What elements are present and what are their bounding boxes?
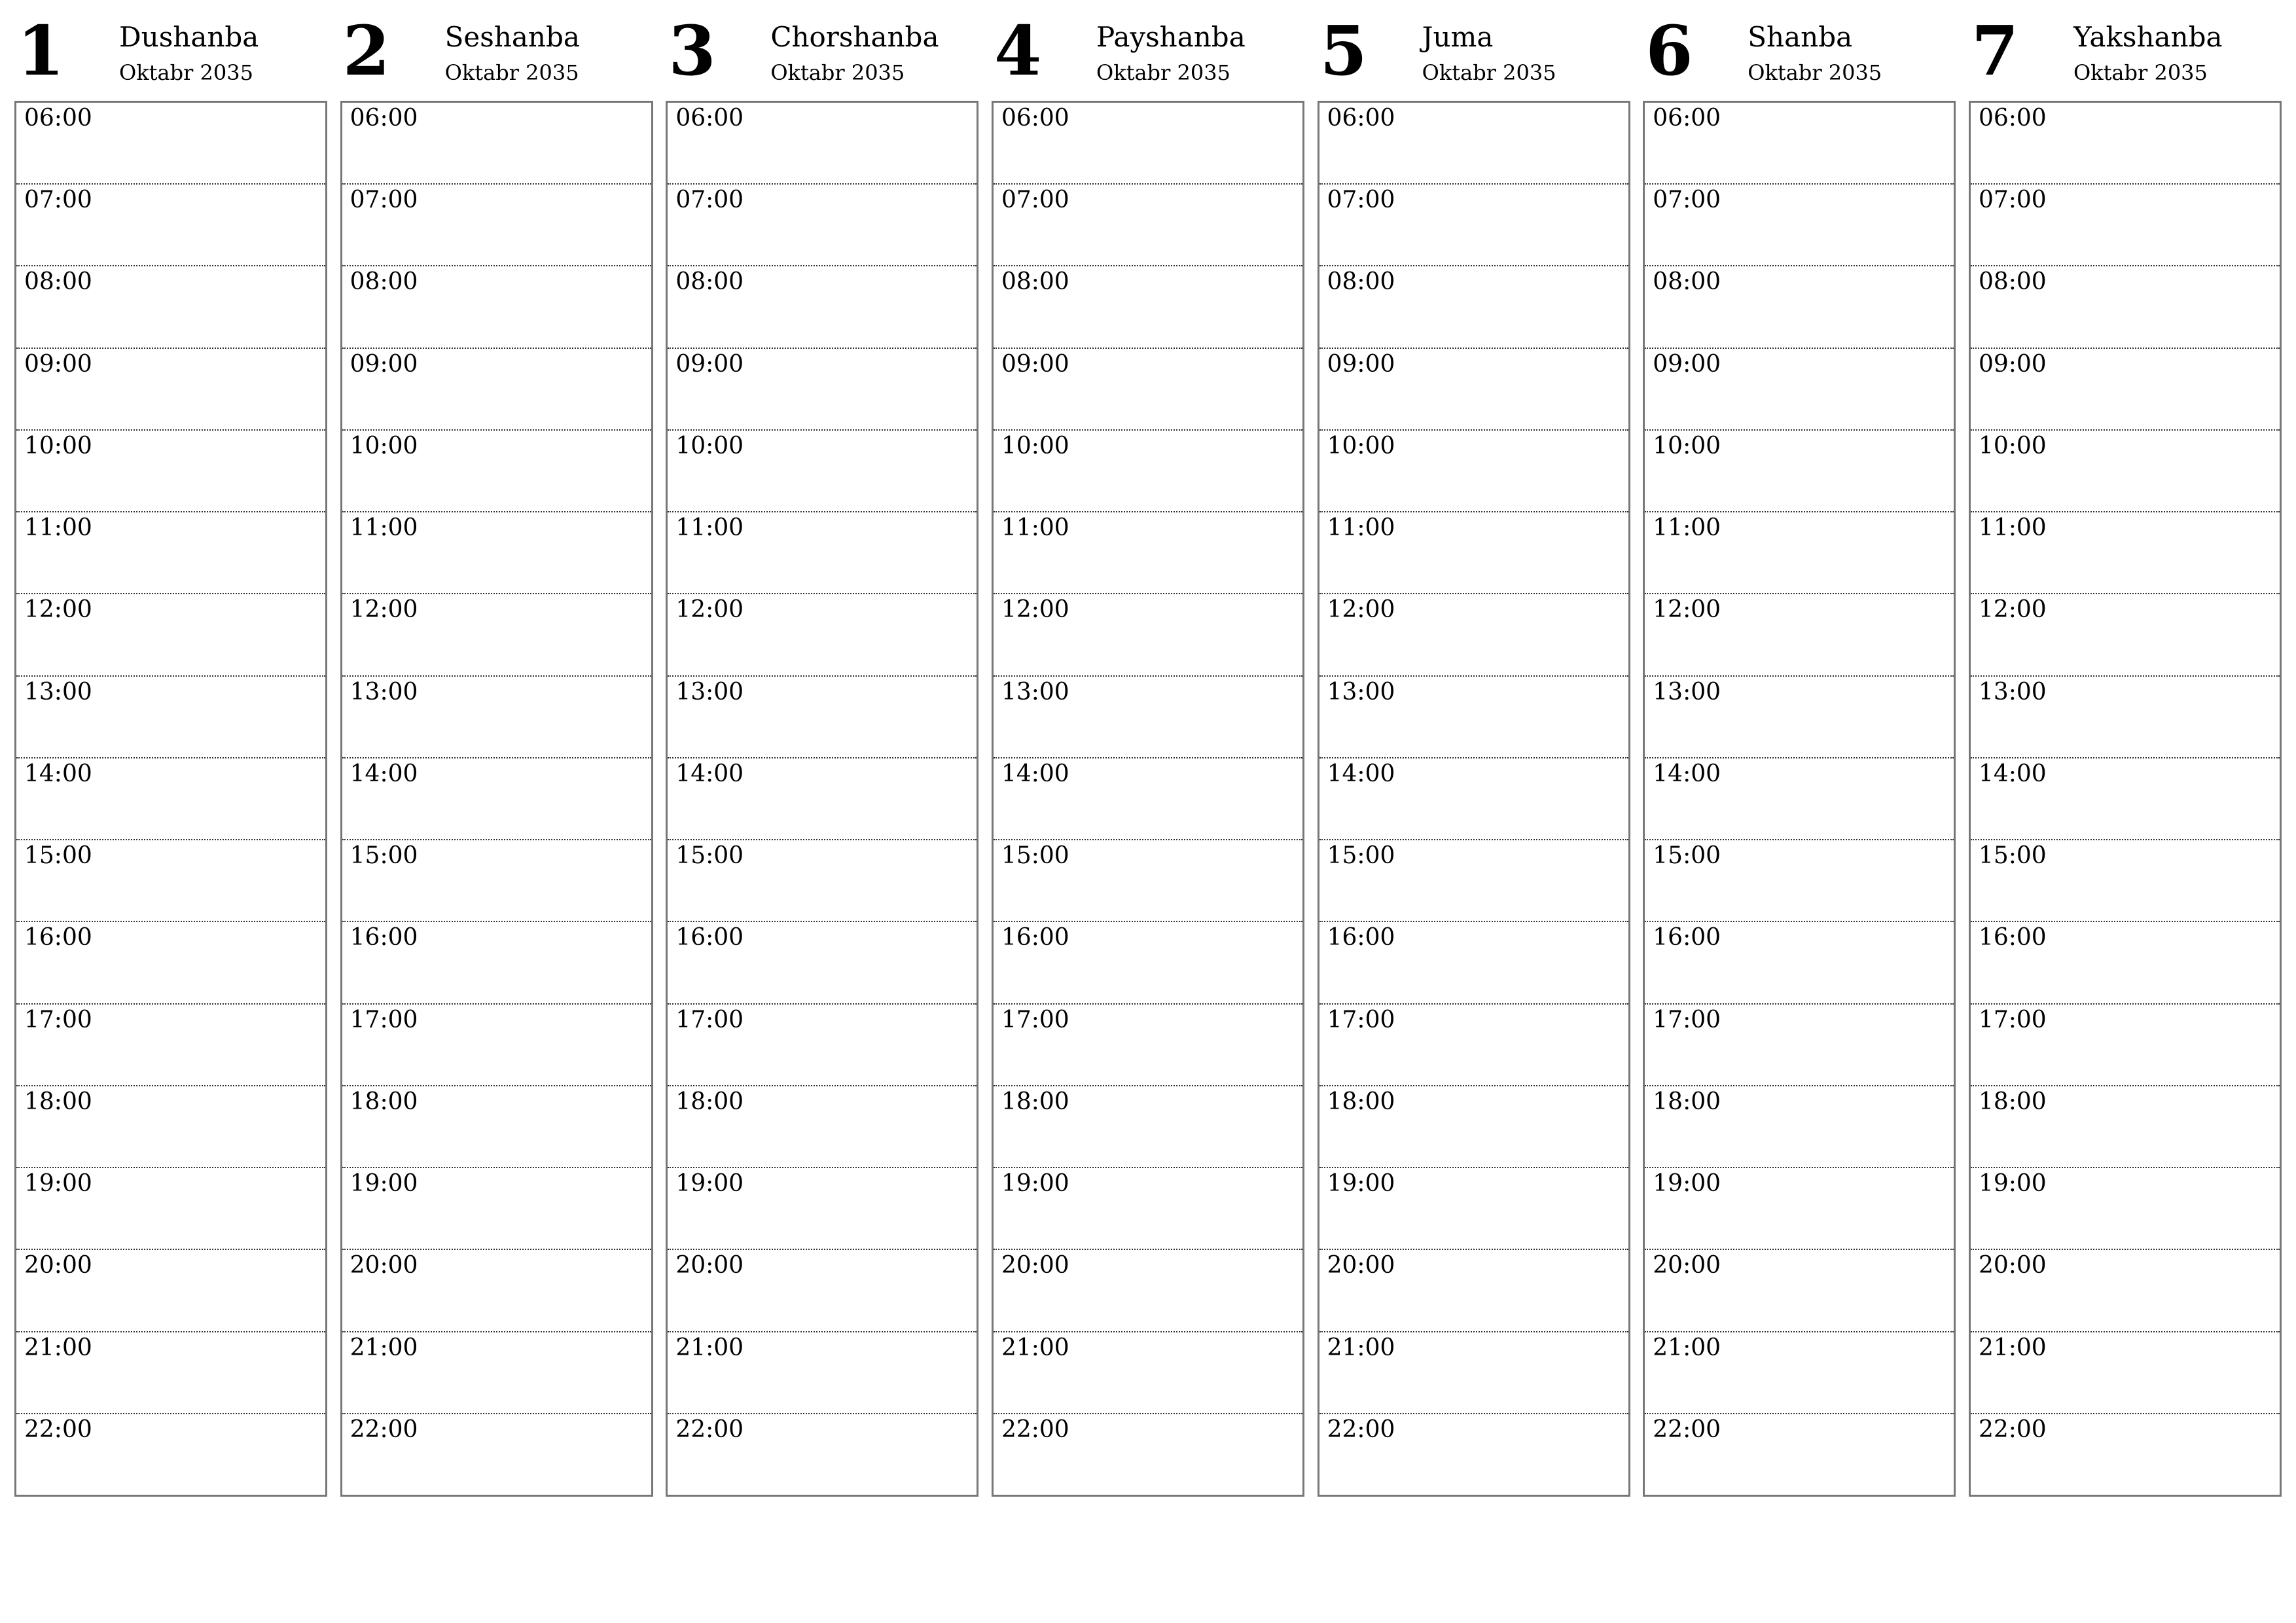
hour-slot[interactable]: [16, 1168, 325, 1250]
hour-label: 08:00: [1327, 268, 1395, 296]
day-header: [992, 12, 1304, 101]
hour-label: 06:00: [24, 105, 92, 132]
hour-slot[interactable]: [342, 349, 651, 431]
hour-label: 22:00: [350, 1416, 418, 1443]
hour-label: 07:00: [1978, 187, 2047, 214]
hour-label: 18:00: [675, 1088, 744, 1115]
hour-label: 21:00: [1978, 1334, 2047, 1361]
hour-slot[interactable]: [1645, 1005, 1954, 1086]
hour-label: 06:00: [350, 105, 418, 132]
hour-slot[interactable]: [1971, 185, 2280, 266]
hour-slot[interactable]: [16, 677, 325, 758]
hour-label: 17:00: [1978, 1006, 2047, 1033]
day-header: [1643, 12, 1956, 101]
day-name: Seshanba: [444, 21, 580, 53]
day-month: Oktabr 2035: [1096, 60, 1230, 85]
hour-label: 09:00: [1001, 350, 1069, 378]
hour-slot[interactable]: [668, 677, 977, 758]
hour-label: 22:00: [1653, 1416, 1721, 1443]
day-schedule-box: [666, 101, 978, 1497]
hour-slot[interactable]: [342, 185, 651, 266]
hour-slot[interactable]: [1971, 266, 2280, 348]
hour-label: 13:00: [1001, 678, 1069, 705]
hour-slot[interactable]: [994, 185, 1302, 266]
hour-label: 11:00: [1327, 514, 1395, 542]
hour-label: 19:00: [24, 1170, 92, 1198]
hour-label: 13:00: [675, 678, 744, 705]
hour-slot[interactable]: [1319, 840, 1628, 922]
hour-label: 10:00: [24, 432, 92, 459]
hour-label: 21:00: [1001, 1334, 1069, 1361]
hour-label: 11:00: [675, 514, 744, 542]
hour-slot[interactable]: [16, 1250, 325, 1332]
hour-label: 21:00: [1327, 1334, 1395, 1361]
hour-label: 14:00: [24, 760, 92, 787]
hour-label: 10:00: [1978, 432, 2047, 459]
hour-slot[interactable]: [994, 431, 1302, 512]
hour-slot[interactable]: [1319, 1005, 1628, 1086]
hour-slot[interactable]: [1645, 594, 1954, 676]
hour-label: 15:00: [1327, 842, 1395, 870]
hour-label: 10:00: [675, 432, 744, 459]
hour-label: 20:00: [1001, 1252, 1069, 1279]
hour-slot[interactable]: [994, 103, 1302, 185]
day-number: 7: [1971, 10, 2019, 91]
hour-label: 08:00: [1001, 268, 1069, 296]
hour-label: 14:00: [1653, 760, 1721, 787]
day-number: 6: [1645, 10, 1693, 91]
hour-slot[interactable]: [1971, 1086, 2280, 1168]
hour-slot[interactable]: [668, 103, 977, 185]
hour-label: 06:00: [675, 105, 744, 132]
hour-slot[interactable]: [1319, 349, 1628, 431]
hour-slot[interactable]: [1319, 594, 1628, 676]
weekly-planner: [14, 12, 2282, 1497]
hour-slot[interactable]: [16, 1086, 325, 1168]
hour-label: 13:00: [1327, 678, 1395, 705]
hour-slot[interactable]: [1971, 1005, 2280, 1086]
hour-slot[interactable]: [994, 349, 1302, 431]
hour-slot[interactable]: [342, 1250, 651, 1332]
hour-slot[interactable]: [16, 512, 325, 594]
hour-label: 18:00: [1978, 1088, 2047, 1115]
hour-label: 17:00: [24, 1006, 92, 1033]
hour-label: 21:00: [24, 1334, 92, 1361]
day-month: Oktabr 2035: [1422, 60, 1556, 85]
hour-slot[interactable]: [342, 1168, 651, 1250]
hour-slot[interactable]: [1645, 677, 1954, 758]
hour-label: 19:00: [1001, 1170, 1069, 1198]
day-month: Oktabr 2035: [1748, 60, 1882, 85]
hour-label: 20:00: [1653, 1252, 1721, 1279]
hour-slot[interactable]: [342, 1086, 651, 1168]
hour-slot[interactable]: [1971, 758, 2280, 840]
day-name: Juma: [1422, 21, 1494, 53]
hour-slot[interactable]: [16, 266, 325, 348]
hour-label: 15:00: [675, 842, 744, 870]
hour-label: 12:00: [350, 596, 418, 624]
hour-label: 21:00: [675, 1334, 744, 1361]
hour-label: 08:00: [1978, 268, 2047, 296]
hour-label: 13:00: [1653, 678, 1721, 705]
hour-slot[interactable]: [668, 349, 977, 431]
hour-slot[interactable]: [1645, 922, 1954, 1004]
hour-label: 20:00: [1978, 1252, 2047, 1279]
hour-label: 14:00: [675, 760, 744, 787]
hour-slot[interactable]: [1645, 840, 1954, 922]
hour-label: 17:00: [675, 1006, 744, 1033]
hour-slot[interactable]: [16, 1005, 325, 1086]
day-name: Dushanba: [119, 21, 259, 53]
day-header: [1318, 12, 1630, 101]
hour-label: 07:00: [1327, 187, 1395, 214]
hour-label: 09:00: [1978, 350, 2047, 378]
hour-slot[interactable]: [994, 758, 1302, 840]
hour-label: 12:00: [1978, 596, 2047, 624]
day-name: Yakshanba: [2073, 21, 2223, 53]
hour-slot[interactable]: [1645, 1086, 1954, 1168]
hour-slot[interactable]: [994, 1086, 1302, 1168]
hour-label: 19:00: [675, 1170, 744, 1198]
hour-label: 09:00: [1653, 350, 1721, 378]
hour-label: 09:00: [1327, 350, 1395, 378]
hour-label: 08:00: [350, 268, 418, 296]
hour-slot[interactable]: [1971, 349, 2280, 431]
day-name: Chorshanba: [770, 21, 939, 53]
day-number: 4: [994, 10, 1042, 91]
hour-label: 21:00: [1653, 1334, 1721, 1361]
hour-label: 10:00: [350, 432, 418, 459]
hour-label: 20:00: [24, 1252, 92, 1279]
hour-label: 12:00: [1653, 596, 1721, 624]
hour-slot[interactable]: [342, 103, 651, 185]
hour-label: 10:00: [1327, 432, 1395, 459]
hour-slot[interactable]: [994, 922, 1302, 1004]
hour-label: 07:00: [350, 187, 418, 214]
hour-label: 11:00: [1978, 514, 2047, 542]
hour-label: 19:00: [1327, 1170, 1395, 1198]
day-column: [992, 12, 1304, 1497]
day-schedule-box: [992, 101, 1304, 1497]
day-column: [340, 12, 653, 1497]
hour-slot[interactable]: [994, 1005, 1302, 1086]
hour-label: 22:00: [1978, 1416, 2047, 1443]
hour-slot[interactable]: [1645, 185, 1954, 266]
hour-label: 08:00: [675, 268, 744, 296]
hour-slot[interactable]: [1971, 1168, 2280, 1250]
hour-slot[interactable]: [1645, 1332, 1954, 1414]
hour-slot[interactable]: [342, 758, 651, 840]
hour-slot[interactable]: [994, 1414, 1302, 1495]
day-schedule-box: [14, 101, 327, 1497]
hour-label: 22:00: [1327, 1416, 1395, 1443]
hour-label: 16:00: [350, 924, 418, 952]
hour-slot[interactable]: [16, 1332, 325, 1414]
hour-slot[interactable]: [342, 266, 651, 348]
hour-label: 16:00: [1327, 924, 1395, 952]
day-month: Oktabr 2035: [2073, 60, 2208, 85]
hour-label: 14:00: [1327, 760, 1395, 787]
day-number: 5: [1319, 10, 1367, 91]
day-header: [1969, 12, 2282, 101]
hour-label: 13:00: [350, 678, 418, 705]
day-column: [1969, 12, 2282, 1497]
hour-slot[interactable]: [342, 840, 651, 922]
hour-slot[interactable]: [1645, 349, 1954, 431]
day-column: [666, 12, 978, 1497]
hour-slot[interactable]: [16, 431, 325, 512]
hour-slot[interactable]: [16, 840, 325, 922]
hour-label: 07:00: [1653, 187, 1721, 214]
hour-slot[interactable]: [994, 594, 1302, 676]
hour-slot[interactable]: [1645, 1168, 1954, 1250]
hour-slot[interactable]: [1971, 840, 2280, 922]
hour-label: 11:00: [24, 514, 92, 542]
day-header: [340, 12, 653, 101]
hour-slot[interactable]: [1645, 1414, 1954, 1495]
hour-label: 22:00: [1001, 1416, 1069, 1443]
hour-slot[interactable]: [994, 677, 1302, 758]
hour-slot[interactable]: [1319, 758, 1628, 840]
hour-slot[interactable]: [668, 1250, 977, 1332]
hour-label: 16:00: [24, 924, 92, 952]
hour-slot[interactable]: [16, 349, 325, 431]
hour-slot[interactable]: [1319, 185, 1628, 266]
hour-slot[interactable]: [1319, 1168, 1628, 1250]
hour-label: 19:00: [1978, 1170, 2047, 1198]
hour-slot[interactable]: [342, 431, 651, 512]
hour-slot[interactable]: [668, 922, 977, 1004]
hour-label: 18:00: [1001, 1088, 1069, 1115]
hour-slot[interactable]: [342, 1332, 651, 1414]
hour-slot[interactable]: [1971, 1332, 2280, 1414]
hour-label: 15:00: [1001, 842, 1069, 870]
hour-slot[interactable]: [668, 266, 977, 348]
hour-label: 18:00: [1327, 1088, 1395, 1115]
hour-label: 15:00: [1653, 842, 1721, 870]
hour-label: 15:00: [350, 842, 418, 870]
hour-slot[interactable]: [1971, 103, 2280, 185]
hour-slot[interactable]: [342, 1005, 651, 1086]
hour-label: 13:00: [24, 678, 92, 705]
hour-slot[interactable]: [668, 594, 977, 676]
hour-label: 07:00: [675, 187, 744, 214]
day-number: 3: [668, 10, 716, 91]
hour-label: 12:00: [1327, 596, 1395, 624]
hour-label: 15:00: [1978, 842, 2047, 870]
hour-slot[interactable]: [1971, 431, 2280, 512]
hour-slot[interactable]: [1645, 758, 1954, 840]
hour-slot[interactable]: [342, 1414, 651, 1495]
hour-label: 14:00: [1001, 760, 1069, 787]
hour-slot[interactable]: [342, 922, 651, 1004]
hour-slot[interactable]: [994, 1332, 1302, 1414]
hour-label: 09:00: [350, 350, 418, 378]
hour-slot[interactable]: [994, 266, 1302, 348]
hour-slot[interactable]: [668, 758, 977, 840]
day-schedule-box: [340, 101, 653, 1497]
hour-slot[interactable]: [1971, 512, 2280, 594]
hour-slot[interactable]: [1319, 431, 1628, 512]
day-name: Shanba: [1748, 21, 1853, 53]
hour-label: 17:00: [350, 1006, 418, 1033]
hour-slot[interactable]: [1319, 1250, 1628, 1332]
day-header: [14, 12, 327, 101]
hour-slot[interactable]: [1319, 266, 1628, 348]
hour-slot[interactable]: [16, 758, 325, 840]
hour-slot[interactable]: [1645, 266, 1954, 348]
hour-label: 06:00: [1001, 105, 1069, 132]
day-month: Oktabr 2035: [119, 60, 253, 85]
hour-slot[interactable]: [668, 1414, 977, 1495]
hour-label: 17:00: [1327, 1006, 1395, 1033]
hour-slot[interactable]: [16, 1414, 325, 1495]
hour-slot[interactable]: [668, 1086, 977, 1168]
hour-slot[interactable]: [1971, 677, 2280, 758]
hour-slot[interactable]: [342, 594, 651, 676]
hour-slot[interactable]: [1971, 594, 2280, 676]
hour-label: 08:00: [1653, 268, 1721, 296]
hour-slot[interactable]: [1319, 677, 1628, 758]
hour-label: 07:00: [1001, 187, 1069, 214]
hour-slot[interactable]: [16, 185, 325, 266]
hour-slot[interactable]: [668, 1005, 977, 1086]
hour-label: 18:00: [24, 1088, 92, 1115]
hour-slot[interactable]: [668, 512, 977, 594]
hour-label: 16:00: [675, 924, 744, 952]
hour-label: 11:00: [350, 514, 418, 542]
hour-label: 11:00: [1001, 514, 1069, 542]
hour-slot[interactable]: [994, 1168, 1302, 1250]
hour-label: 22:00: [675, 1416, 744, 1443]
hour-label: 16:00: [1653, 924, 1721, 952]
day-header: [666, 12, 978, 101]
hour-slot[interactable]: [16, 922, 325, 1004]
hour-label: 20:00: [1327, 1252, 1395, 1279]
day-column: [1643, 12, 1956, 1497]
day-number: 1: [17, 10, 65, 91]
hour-slot[interactable]: [1645, 1250, 1954, 1332]
day-month: Oktabr 2035: [444, 60, 579, 85]
hour-slot[interactable]: [668, 1332, 977, 1414]
hour-label: 09:00: [675, 350, 744, 378]
hour-label: 14:00: [350, 760, 418, 787]
hour-label: 17:00: [1653, 1006, 1721, 1033]
hour-label: 10:00: [1653, 432, 1721, 459]
hour-label: 17:00: [1001, 1006, 1069, 1033]
hour-label: 18:00: [350, 1088, 418, 1115]
hour-label: 09:00: [24, 350, 92, 378]
hour-label: 13:00: [1978, 678, 2047, 705]
hour-label: 12:00: [675, 596, 744, 624]
hour-slot[interactable]: [668, 431, 977, 512]
hour-slot[interactable]: [1319, 1332, 1628, 1414]
hour-slot[interactable]: [1319, 103, 1628, 185]
hour-label: 19:00: [350, 1170, 418, 1198]
hour-slot[interactable]: [1971, 922, 2280, 1004]
day-schedule-box: [1969, 101, 2282, 1497]
hour-label: 06:00: [1978, 105, 2047, 132]
hour-slot[interactable]: [994, 840, 1302, 922]
hour-label: 12:00: [1001, 596, 1069, 624]
hour-label: 15:00: [24, 842, 92, 870]
hour-label: 20:00: [350, 1252, 418, 1279]
hour-label: 06:00: [1653, 105, 1721, 132]
hour-slot[interactable]: [1971, 1250, 2280, 1332]
day-number: 2: [342, 10, 391, 91]
hour-label: 08:00: [24, 268, 92, 296]
hour-slot[interactable]: [1319, 1086, 1628, 1168]
day-month: Oktabr 2035: [770, 60, 905, 85]
hour-slot[interactable]: [994, 512, 1302, 594]
day-column: [14, 12, 327, 1497]
hour-label: 19:00: [1653, 1170, 1721, 1198]
hour-label: 10:00: [1001, 432, 1069, 459]
hour-label: 20:00: [675, 1252, 744, 1279]
hour-label: 18:00: [1653, 1088, 1721, 1115]
hour-slot[interactable]: [16, 594, 325, 676]
hour-slot[interactable]: [1645, 431, 1954, 512]
hour-label: 11:00: [1653, 514, 1721, 542]
hour-label: 07:00: [24, 187, 92, 214]
hour-slot[interactable]: [1645, 103, 1954, 185]
hour-slot[interactable]: [1319, 922, 1628, 1004]
hour-slot[interactable]: [1971, 1414, 2280, 1495]
hour-label: 22:00: [24, 1416, 92, 1443]
day-schedule-box: [1318, 101, 1630, 1497]
day-name: Payshanba: [1096, 21, 1246, 53]
hour-slot[interactable]: [668, 1168, 977, 1250]
hour-slot[interactable]: [1319, 1414, 1628, 1495]
hour-label: 12:00: [24, 596, 92, 624]
hour-slot[interactable]: [1645, 512, 1954, 594]
hour-label: 14:00: [1978, 760, 2047, 787]
hour-slot[interactable]: [668, 185, 977, 266]
hour-slot[interactable]: [16, 103, 325, 185]
hour-label: 16:00: [1978, 924, 2047, 952]
day-schedule-box: [1643, 101, 1956, 1497]
hour-slot[interactable]: [994, 1250, 1302, 1332]
hour-slot[interactable]: [342, 512, 651, 594]
hour-slot[interactable]: [342, 677, 651, 758]
day-column: [1318, 12, 1630, 1497]
hour-label: 06:00: [1327, 105, 1395, 132]
hour-label: 16:00: [1001, 924, 1069, 952]
hour-label: 21:00: [350, 1334, 418, 1361]
hour-slot[interactable]: [668, 840, 977, 922]
hour-slot[interactable]: [1319, 512, 1628, 594]
